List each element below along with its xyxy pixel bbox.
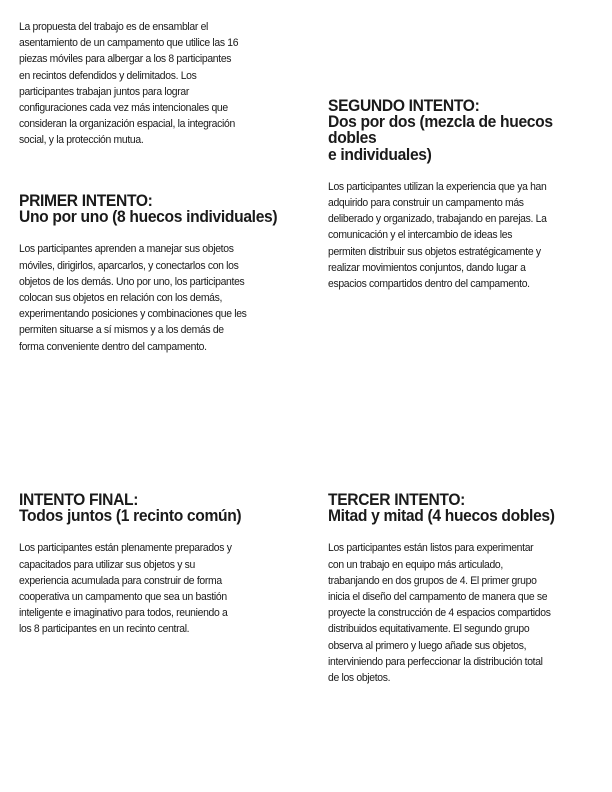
third-attempt-subtitle: Mitad y mitad (4 huecos dobles) <box>328 506 555 526</box>
first-attempt-paragraph: Los participantes aprenden a manejar sus objetos móviles, dirigirlos, aparcarlos, y conectarlos con los objetos de los demás. Uno por uno, los participantes colocan sus objetos en relación con los demás, experimentando posiciones y combinaciones que les permiten situarse a sí mismos y a los demás de forma conveniente dentro del campamento. <box>19 243 247 353</box>
first-attempt-heading <box>19 193 277 225</box>
second-attempt-subtitle-line2: e individuales) <box>328 144 432 164</box>
first-attempt-subtitle: Uno por uno (8 huecos individuales) <box>19 207 278 227</box>
second-attempt-heading <box>328 98 592 163</box>
second-attempt-subtitle-line1: Dos por dos (mezcla de huecos dobles <box>328 112 553 148</box>
third-attempt-heading <box>328 492 555 524</box>
second-attempt-label: SEGUNDO INTENTO: <box>328 96 480 115</box>
final-attempt-heading <box>19 492 241 524</box>
third-attempt-section <box>328 492 555 686</box>
third-attempt-paragraph: Los participantes están listos para experimentar con un trabajo en equipo más articulado, trabanjando en dos grupos de 4. El primer grupo inicia el diseño del campamento de manera que se proyecte la construcción de 4 espacios compartidos distribuidos equitativamente. El segundo grupo observa al primero y luego añade sus objetos, interviniendo para perfeccionar la distribución total de los objetos. <box>328 542 551 685</box>
intro-paragraph: La propuesta del trabajo es de ensamblar el asentamiento de un campamento que utilice las 16 piezas móviles para albergar a los 8 participantes en recintos defendidos y delimitados. Los participantes trabajan juntos para lograr configuraciones cada vez más intencionales que consideran la organización espacial, la integración social, y la protección mutua. <box>19 21 239 147</box>
third-attempt-label: TERCER INTENTO: <box>328 490 466 509</box>
second-attempt-section <box>328 98 592 292</box>
intro-section <box>19 19 238 149</box>
final-attempt-subtitle: Todos juntos (1 recinto común) <box>19 506 242 526</box>
second-attempt-paragraph: Los participantes utilizan la experiencia que ya han adquirido para construir un campamento más deliberado y organizado, trabajando en parejas. La comunicación y el intercambio de ideas les permiten distribuir sus objetos estratégicamente y realizar movimientos conjuntos, dando lugar a espacios compartidos dentro del campamento. <box>328 180 547 291</box>
final-attempt-section <box>19 492 241 638</box>
final-attempt-paragraph: Los participantes están plenamente preparados y capacitados para utilizar sus objetos y su experiencia acumulada para construir de forma cooperativa un campamento que sea un bastión inteligente e imaginativo para todos, reuniendo a los 8 participantes en un recinto central. <box>19 542 232 636</box>
first-attempt-label: PRIMER INTENTO: <box>19 191 153 210</box>
first-attempt-section <box>19 193 277 355</box>
final-attempt-label: INTENTO FINAL: <box>19 490 139 509</box>
